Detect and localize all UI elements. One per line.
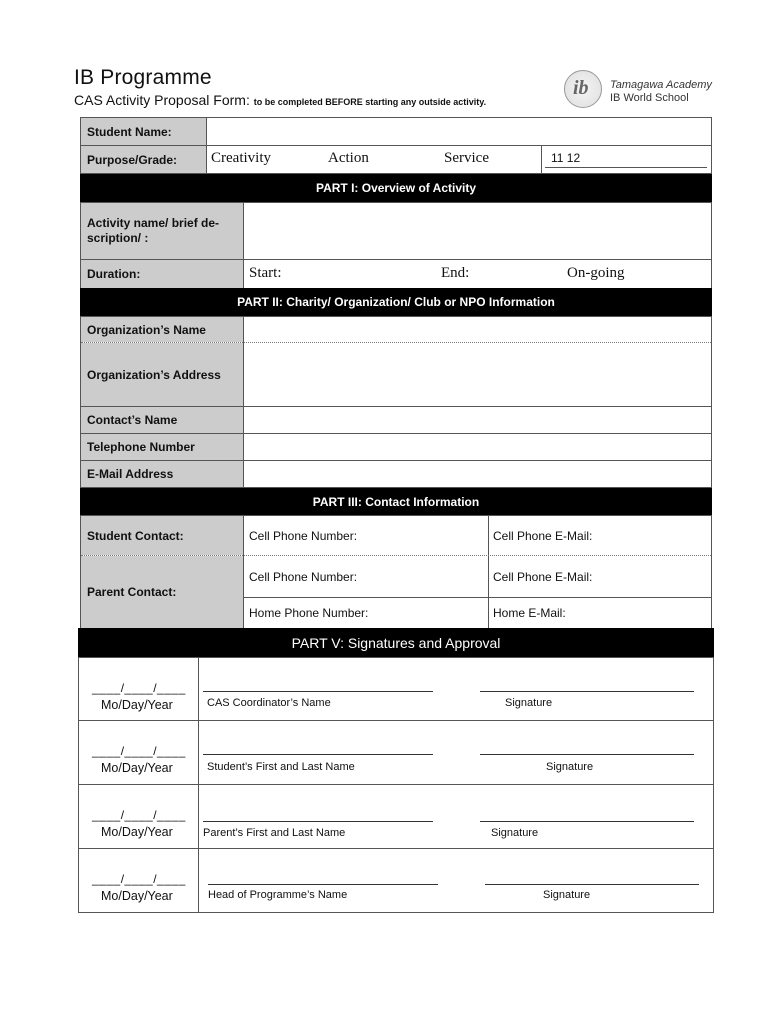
contact-name-label: Contact’s Name — [81, 407, 243, 433]
signature-label: Signature — [543, 889, 591, 901]
parent-name-sig-label: Parent’s First and Last Name — [203, 827, 346, 839]
ib-seal-icon — [564, 70, 602, 108]
cas-coordinator-name-label: CAS Coordinator’s Name — [207, 697, 331, 709]
name-line[interactable] — [203, 821, 433, 822]
option-service[interactable]: Service — [444, 150, 489, 166]
duration-ongoing[interactable]: On-going — [567, 265, 625, 281]
org-address-field[interactable] — [244, 343, 711, 406]
email-field[interactable] — [244, 461, 711, 487]
signature-label: Signature — [491, 827, 539, 839]
part5-heading: PART V: Signatures and Approval — [78, 628, 714, 657]
date-blank[interactable]: ____/____/____ — [92, 808, 186, 822]
telephone-field[interactable] — [244, 434, 711, 460]
divider — [79, 784, 713, 785]
date-format-label: Mo/Day/Year — [101, 761, 173, 775]
purpose-grade-label: Purpose/Grade: — [81, 146, 206, 173]
signature-line[interactable] — [485, 884, 699, 885]
divider — [541, 146, 542, 174]
subtitle-main: CAS Activity Proposal Form: — [74, 92, 250, 108]
divider — [243, 203, 244, 288]
student-name-label: Student Name: — [81, 118, 206, 145]
school-logo — [564, 70, 714, 112]
duration-label: Duration: — [81, 260, 243, 288]
duration-end[interactable]: End: — [441, 265, 470, 281]
org-address-label: Organization’s Address — [81, 343, 243, 406]
date-format-label: Mo/Day/Year — [101, 825, 173, 839]
signature-line[interactable] — [480, 821, 694, 822]
divider — [198, 658, 199, 912]
signature-line[interactable] — [480, 691, 694, 692]
email-label: E-Mail Address — [81, 461, 243, 487]
grade-underline — [545, 167, 707, 168]
org-name-field[interactable] — [244, 317, 711, 342]
student-cell-phone[interactable]: Cell Phone Number: — [249, 529, 358, 543]
signature-line[interactable] — [480, 754, 694, 755]
divider — [488, 516, 489, 628]
activity-description-field[interactable] — [244, 203, 711, 259]
org-name-label: Organization’s Name — [81, 317, 243, 342]
parent-home-email[interactable]: Home E-Mail: — [493, 606, 566, 620]
date-format-label: Mo/Day/Year — [101, 889, 173, 903]
parent-contact-label: Parent Contact: — [81, 556, 243, 628]
student-contact-label: Student Contact: — [81, 516, 243, 555]
divider — [206, 118, 207, 174]
grade-options[interactable]: 11 12 — [551, 151, 581, 165]
head-programme-name-label: Head of Programme’s Name — [208, 889, 348, 901]
contact-name-field[interactable] — [244, 407, 711, 433]
telephone-label: Telephone Number — [81, 434, 243, 460]
subtitle-note: to be completed BEFORE starting any outside activity. — [253, 97, 487, 107]
date-format-label: Mo/Day/Year — [101, 698, 173, 712]
date-blank[interactable]: ____/____/____ — [92, 681, 186, 695]
form-subtitle — [74, 92, 486, 108]
part3-heading: PART III: Contact Information — [80, 488, 712, 515]
divider — [244, 597, 711, 598]
option-action[interactable]: Action — [328, 150, 369, 166]
logo-line-1: Tamagawa Academy — [610, 79, 712, 91]
date-blank[interactable]: ____/____/____ — [92, 744, 186, 758]
divider — [243, 516, 244, 628]
part2-heading: PART II: Charity/ Organization/ Club or NPO Information — [80, 288, 712, 316]
student-name-sig-label: Student’s First and Last Name — [207, 761, 355, 773]
divider — [79, 720, 713, 721]
name-line[interactable] — [208, 884, 438, 885]
name-line[interactable] — [203, 691, 433, 692]
parent-cell-phone[interactable]: Cell Phone Number: — [249, 570, 358, 584]
option-creativity[interactable]: Creativity — [211, 150, 271, 166]
form-title: IB Programme — [74, 66, 212, 89]
parent-home-phone[interactable]: Home Phone Number: — [249, 606, 369, 620]
activity-name-label: Activity name/ brief de- scription/ : — [81, 203, 243, 259]
student-cell-email[interactable]: Cell Phone E-Mail: — [493, 529, 593, 543]
signature-label: Signature — [546, 761, 594, 773]
ib-mark: ib — [573, 77, 589, 99]
divider — [79, 848, 713, 849]
signature-label: Signature — [505, 697, 553, 709]
logo-line-2: IB World School — [610, 92, 689, 104]
student-name-field[interactable] — [207, 118, 711, 145]
part1-heading: PART I: Overview of Activity — [80, 174, 712, 202]
duration-start[interactable]: Start: — [249, 265, 282, 281]
parent-cell-email[interactable]: Cell Phone E-Mail: — [493, 570, 593, 584]
date-blank[interactable]: ____/____/____ — [92, 872, 186, 886]
name-line[interactable] — [203, 754, 433, 755]
